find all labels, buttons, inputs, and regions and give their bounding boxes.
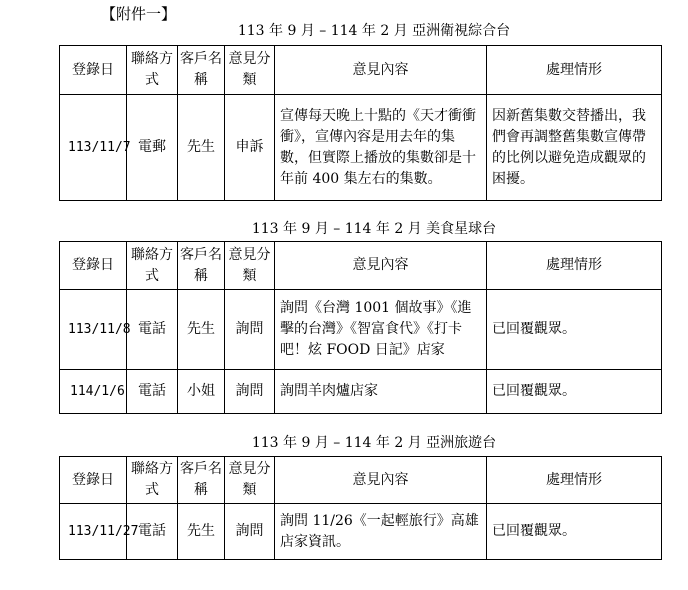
header-contact-method: 聯絡方式 bbox=[127, 46, 178, 95]
table-row bbox=[60, 95, 662, 201]
cell-customer: 小姐 bbox=[178, 370, 225, 414]
header-date: 登錄日 bbox=[60, 46, 127, 95]
section-title: 113 年 9 月 – 114 年 2 月 亞洲旅遊台 bbox=[251, 435, 497, 451]
cell-handling: 已回覆觀眾。 bbox=[487, 504, 662, 560]
cell-contact: 電話 bbox=[127, 504, 178, 560]
header-contact-method: 聯絡方式 bbox=[127, 457, 178, 504]
cell-content: 詢問 11/26《一起輕旅行》高雄店家資訊。 bbox=[275, 504, 487, 560]
table-row bbox=[60, 370, 662, 414]
header-date: 登錄日 bbox=[60, 242, 127, 290]
cell-date: 113/11/8 bbox=[60, 290, 127, 370]
header-handling: 處理情形 bbox=[487, 242, 662, 290]
table-row bbox=[60, 290, 662, 370]
cell-customer: 先生 bbox=[178, 504, 225, 560]
header-customer-name: 客戶名稱 bbox=[178, 242, 225, 290]
header-opinion-content: 意見內容 bbox=[275, 242, 487, 290]
section-title: 113 年 9 月 – 114 年 2 月 美食星球台 bbox=[251, 221, 497, 237]
header-opinion-type: 意見分類 bbox=[225, 242, 275, 290]
attachment-label: 【附件一】 bbox=[101, 5, 177, 23]
header-opinion-type: 意見分類 bbox=[225, 457, 275, 504]
cell-type: 申訴 bbox=[225, 95, 275, 201]
section-title: 113 年 9 月 – 114 年 2 月 亞洲衛視綜合台 bbox=[237, 23, 511, 39]
complaints-table bbox=[59, 45, 662, 201]
cell-content: 詢問羊肉爐店家 bbox=[275, 370, 487, 414]
header-handling: 處理情形 bbox=[487, 46, 662, 95]
cell-handling: 已回覆觀眾。 bbox=[487, 290, 662, 370]
complaints-table bbox=[59, 456, 662, 560]
cell-date: 113/11/27 bbox=[60, 504, 127, 560]
cell-contact: 電話 bbox=[127, 290, 178, 370]
header-opinion-content: 意見內容 bbox=[275, 457, 487, 504]
cell-content: 詢問《台灣 1001 個故事》《進擊的台灣》《智富食代》《打卡吧！炫 FOOD 日記》店家 bbox=[275, 290, 487, 370]
header-opinion-type: 意見分類 bbox=[225, 46, 275, 95]
header-contact-method: 聯絡方式 bbox=[127, 242, 178, 290]
header-date: 登錄日 bbox=[60, 457, 127, 504]
cell-date: 113/11/7 bbox=[60, 95, 127, 201]
cell-type: 詢問 bbox=[225, 504, 275, 560]
cell-contact: 電話 bbox=[127, 370, 178, 414]
header-row bbox=[60, 46, 662, 95]
cell-handling: 因新舊集數交替播出，我們會再調整舊集數宣傳帶的比例以避免造成觀眾的困擾。 bbox=[487, 95, 662, 201]
cell-handling: 已回覆觀眾。 bbox=[487, 370, 662, 414]
cell-date: 114/1/6 bbox=[60, 370, 127, 414]
complaints-table bbox=[59, 241, 662, 414]
table-row bbox=[60, 504, 662, 560]
header-handling: 處理情形 bbox=[487, 457, 662, 504]
header-opinion-content: 意見內容 bbox=[275, 46, 487, 95]
cell-type: 詢問 bbox=[225, 290, 275, 370]
header-row bbox=[60, 457, 662, 504]
header-customer-name: 客戶名稱 bbox=[178, 46, 225, 95]
cell-customer: 先生 bbox=[178, 290, 225, 370]
cell-customer: 先生 bbox=[178, 95, 225, 201]
cell-content: 宣傳每天晚上十點的《天才衝衝衝》，宣傳內容是用去年的集數，但實際上播放的集數卻是十年前 400 集左右的集數。 bbox=[275, 95, 487, 201]
cell-type: 詢問 bbox=[225, 370, 275, 414]
header-customer-name: 客戶名稱 bbox=[178, 457, 225, 504]
cell-contact: 電郵 bbox=[127, 95, 178, 201]
header-row bbox=[60, 242, 662, 290]
